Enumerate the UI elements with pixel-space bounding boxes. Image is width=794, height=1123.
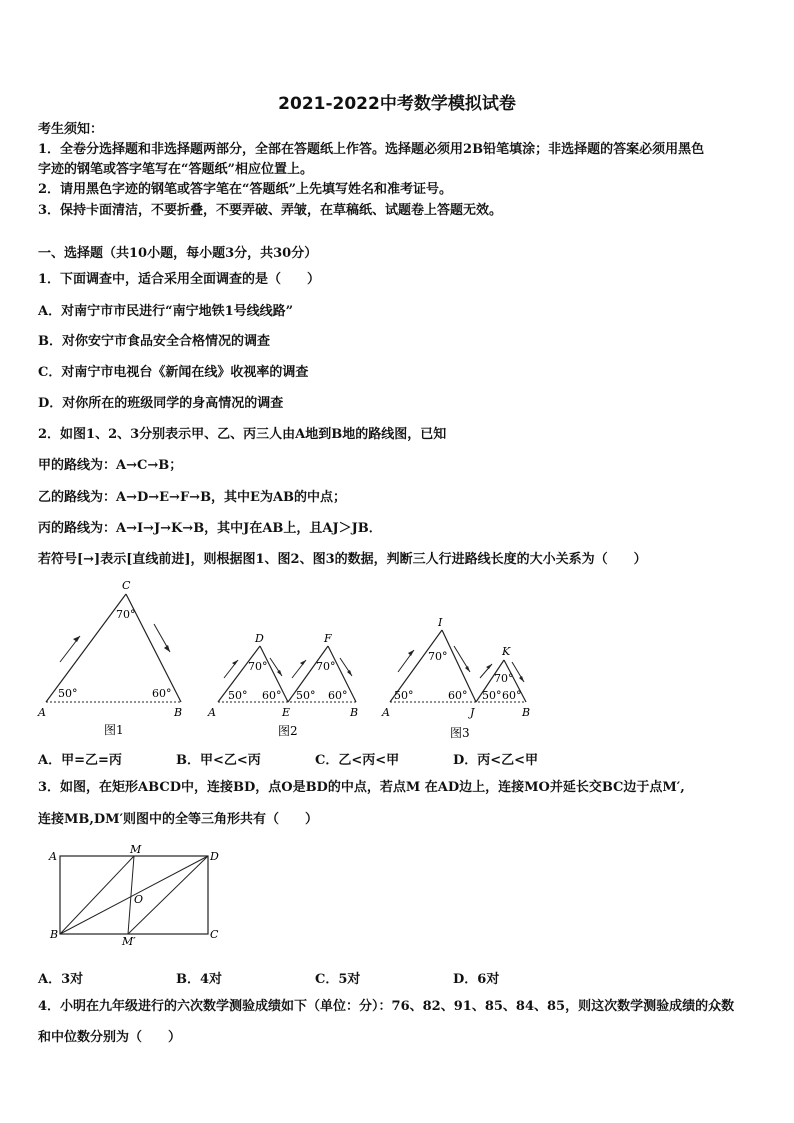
fig2-label-b: B: [350, 706, 359, 719]
q3-option-d: D．6对: [453, 972, 500, 987]
q3-label-d: D: [210, 850, 219, 863]
q2-option-c: C．乙<丙<甲: [315, 753, 400, 768]
q1-stem: 1．下面调查中，适合采用全面调查的是（ ）: [38, 272, 321, 287]
q3-stem-2: 连接MB,DM′则图中的全等三角形共有（ ）: [38, 812, 318, 827]
q2-note: 若符号[→]表示[直线前进]，则根据图1、图2、图3的数据，判断三人行进路线长度的大小关系为（ ）: [38, 552, 647, 567]
q3-figure: [46, 842, 226, 948]
fig1-label-a: A: [38, 706, 46, 719]
fig1-angle-left: 50°: [58, 687, 78, 700]
fig2-label-a: A: [208, 706, 216, 719]
fig3-label-b: B: [522, 706, 531, 719]
fig3-label-i: I: [438, 616, 443, 629]
q3-label-b: B: [50, 928, 59, 941]
fig3-angle-top2: 70°: [494, 672, 514, 685]
notice-line-1a: 1．全卷分选择题和非选择题两部分，全部在答题纸上作答。选择题必须用2B铅笔填涂；非选择题的答案必须用黑色: [38, 142, 705, 157]
fig3-label-k: K: [502, 645, 511, 658]
q1-option-d: D．对你所在的班级同学的身高情况的调查: [38, 396, 284, 411]
fig2-caption: 图2: [278, 724, 298, 738]
fig3-caption: 图3: [450, 726, 470, 740]
fig3-angle-left1: 50°: [394, 689, 414, 702]
q2-figure-1: [30, 574, 195, 739]
fig2-label-f: F: [324, 632, 332, 645]
q2-stem: 2．如图1、2、3分别表示甲、乙、丙三人由A地到B地的路线图，已知: [38, 427, 447, 442]
q2-figure-3: [372, 610, 537, 745]
fig2-angle-top2: 70°: [316, 660, 336, 673]
q2-route-jia: 甲的路线为：A→C→B；: [38, 458, 183, 473]
page-title: 2021-2022中考数学模拟试卷: [278, 94, 516, 114]
q3-label-m: M: [130, 843, 142, 856]
fig3-angle-right1: 60°: [448, 689, 468, 702]
fig3-angle-top1: 70°: [428, 650, 448, 663]
fig3-label-a: A: [382, 706, 390, 719]
fig3-angle-left2: 50°: [482, 689, 502, 702]
fig2-label-e: E: [282, 706, 291, 719]
q2-route-bing: 丙的路线为：A→I→J→K→B，其中J在AB上，且AJ＞JB．: [38, 521, 382, 536]
q3-stem-1: 3．如图，在矩形ABCD中，连接BD，点O是BD的中点，若点M 在AD边上，连接MO并延长交BC边于点M′,: [38, 780, 685, 795]
fig3-label-j: J: [470, 706, 475, 719]
q3-option-b: B．4对: [176, 972, 223, 987]
fig1-label-b: B: [174, 706, 183, 719]
q1-option-b: B．对你安宁市食品安全合格情况的调查: [38, 334, 270, 349]
fig2-angle-right1: 60°: [262, 689, 282, 702]
q3-option-c: C．5对: [315, 972, 361, 987]
q3-option-a: A．3对: [38, 972, 84, 987]
notice-line-1b: 字迹的钢笔或答字笔写在“答题纸”相应位置上。: [38, 162, 313, 177]
fig1-angle-top: 70°: [116, 608, 136, 621]
fig1-label-c: C: [122, 579, 131, 592]
q3-label-c: C: [210, 928, 219, 941]
fig2-angle-right2: 60°: [328, 689, 348, 702]
q2-option-a: A．甲=乙=丙: [38, 753, 122, 768]
notice-line-2: 2．请用黑色字迹的钢笔或答字笔在“答题纸”上先填写姓名和准考证号。: [38, 182, 453, 197]
q4-stem-2: 和中位数分别为（ ）: [38, 1030, 182, 1045]
notice-line-3: 3．保持卡面清洁，不要折叠，不要弄破、弄皱，在草稿纸、试题卷上答题无效。: [38, 203, 503, 218]
fig1-angle-right: 60°: [152, 687, 172, 700]
q2-option-b: B．甲<乙<丙: [176, 753, 261, 768]
q3-label-o: O: [134, 893, 144, 906]
fig2-angle-left1: 50°: [228, 689, 248, 702]
q4-stem-1: 4．小明在九年级进行的六次数学测验成绩如下（单位：分）：76、82、91、85、84、85，则这次数学测验成绩的众数: [38, 999, 735, 1014]
fig1-caption: 图1: [104, 723, 124, 737]
q2-option-d: D．丙<乙<甲: [453, 753, 539, 768]
fig2-angle-left2: 50°: [296, 689, 316, 702]
section-heading: 一、选择题（共10小题，每小题3分，共30分）: [38, 246, 318, 261]
q2-figure-2: [200, 626, 365, 741]
fig3-angle-right2: 60°: [502, 689, 522, 702]
q1-option-a: A．对南宁市市民进行“南宁地铁1号线线路”: [38, 304, 294, 319]
q3-label-m-prime: M′: [122, 935, 136, 948]
q2-route-yi: 乙的路线为：A→D→E→F→B，其中E为AB的中点；: [38, 490, 347, 505]
notice-heading: 考生须知：: [38, 122, 104, 137]
fig2-label-d: D: [255, 632, 264, 645]
fig2-angle-top1: 70°: [248, 660, 268, 673]
q1-option-c: C．对南宁市电视台《新闻在线》收视率的调查: [38, 365, 309, 380]
q3-label-a: A: [49, 850, 57, 863]
